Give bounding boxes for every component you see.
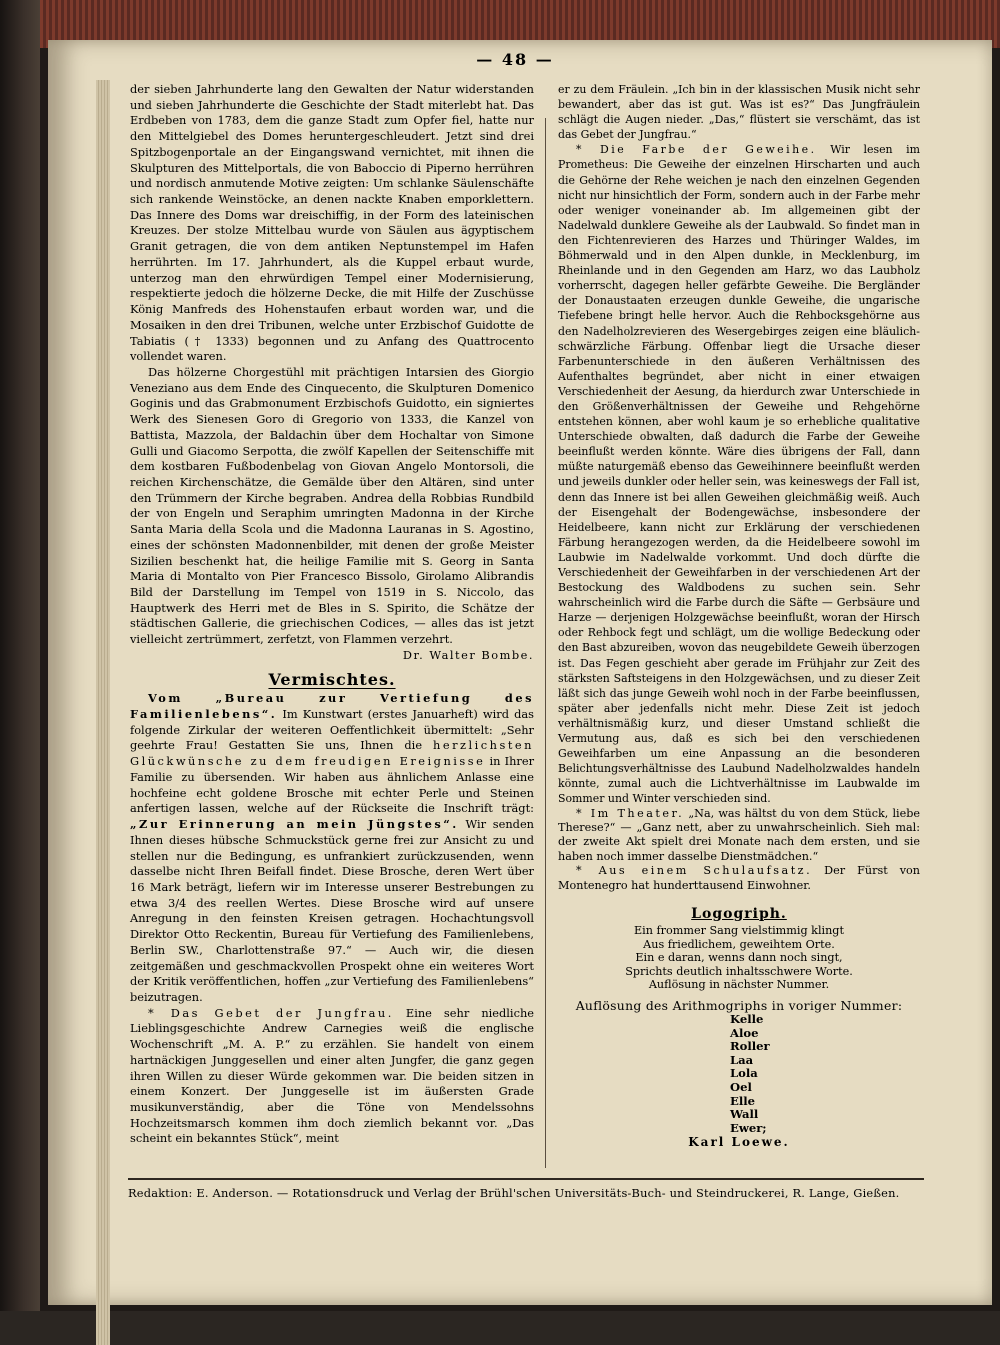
poem-line: Auflösung in nächster Nummer. xyxy=(648,978,830,992)
logogriph-title: Logogriph. xyxy=(691,905,787,922)
poem-line: Sprichts deutlich inhaltsschwere Worte. xyxy=(625,964,853,978)
answer-word: Kelle xyxy=(730,1012,764,1027)
item-title: * Das Gebet der Jungfrau. xyxy=(148,1005,394,1020)
answer-word: Elle xyxy=(730,1093,756,1108)
item-text: Wir lesen im Prometheus: Die Geweihe der einzelnen Hirscharten und auch die Gehörne der Rehe weichen je nach den einzelnen Gegenden nicht nur hinsichtlich der Form, sondern auch in der Farbe mehr oder weniger voneinander ab. Im allgemeinen gibt der Nadelwald dunklere Geweihe als der Laubwald. So findet man in den Fichtenrevieren des Harzes und Thüringer Waldes, im Böhmerwald und in den Alpen dunkle, in Mecklenburg, im Rheinlande und in den Gegenden am Harz, wo das Laubholz vorherrscht, dagegen heller gefärbte Geweihe. Die Bergländer der Donaustaaten erzeugen dunkle Geweihe, die ungarische Tiefebene bringt helle hervor. Auch die Rehbocksgehörne aus den Nadelholzrevieren des Wesergebirges zeigen eine bläulich-schwärzliche Färbung. Offenbar liegt die Ursache dieser Farbenunterschiede in den äußeren Verhältnissen des Aufenthaltes begründet, aber nicht in einer etwaigen Verschiedenheit der Aesung, da hierdurch zwar Unterschiede in den Größenverhältnissen der Geweihe und Rehgehörne entstehen können, aber wohl kaum je so erhebliche qualitative Unterschiede obwalten, daß dadurch die Farbe der Geweihe beeinflußt werden könnte. Wäre dies übrigens der Fall, dann müßte naturgemäß ebenso das Geweihinnere beeinflußt werden und jeweils dunkler oder heller sein, was keineswegs der Fall ist, denn das Innere ist bei allen Geweihen gleichmäßig weiß. Auch der Eisengehalt der Bodengewächse, insbesondere der Heidelbeere, kann nicht zur Erklärung der verschiedenen Färbung herangezogen werden, da die Heidelbeere sowohl im Laubwie im Nadelwalde vorkommt. Und doch dürfte die Verschiedenheit der Geweihfarben in der verschiedenen Art der Bestockung des Waldbodens zu suchen sein. Sehr wahrscheinlich wird die Farbe durch die Säfte — Gerbsäure und Harze — derjenigen Holzgewächse beeinflußt, woran der Hirsch oder Rehbock fegt und schlägt, um die wollige Bedeckung oder den Bast abzureiben, wovon das neugebildete Geweih überzogen ist. Das Fegen geschieht aber gerade im Frühjahr zur Zeit des stärksten Saftsteigens in den Holzgewächsen, und zu dieser Zeit läßt sich das junge Geweih wohl noch in der Farbe beeinflussen, später aber jedenfalls nicht mehr. Diese Zeit ist jedoch verhältnismäßig kurz, und dieser Umstand schließt die Vermutung aus, daß es sich bei den verschiedenen Geweihfarben um eine Anpassung an die besonderen Belichtungsverhältnisse des Laubund Nadelholzwaldes handeln könnte, zumal auch die Lichtverhältnisse im Laubwalde im Sommer und Winter verschieden sind. xyxy=(558,143,920,806)
column-divider xyxy=(545,118,546,1168)
poem-line: Ein frommer Sang vielstimmig klingt xyxy=(634,924,844,938)
item-spaced-text: „Zur Erinnerung an mein Jüngstes“. xyxy=(130,817,459,832)
news-item-theater xyxy=(558,807,920,865)
news-item-schulaufsatz xyxy=(558,864,920,893)
answer-word: Laa xyxy=(730,1052,754,1067)
section-heading: Vermischtes. xyxy=(268,669,396,689)
poem-line: Ein e daran, wenns dann noch singt, xyxy=(635,951,843,965)
left-column xyxy=(130,82,534,1147)
item-text: Im Kunstwart (erstes Januarheft) wird das folgende Zirkular der weiteren Oeffentlichkeit übermittelt: „Sehr geehrte Frau! Gestatten Sie uns, Ihnen die xyxy=(130,707,534,753)
answer-word: Aloe xyxy=(730,1025,759,1040)
item-spaced-text: herzlichsten Glückwünsche zu dem freudigen Ereignisse xyxy=(130,738,534,769)
news-item-geweihe xyxy=(558,142,920,806)
item-text: Der Fürst von Montenegro hat hunderttausend Einwohner. xyxy=(558,864,920,892)
logogriph-poem xyxy=(558,924,920,992)
answer-word: Lola xyxy=(730,1066,758,1081)
item-text: Wir senden Ihnen dieses hübsche Schmuckstück gerne frei zur Ansicht zu und stellen nur die Bedingung, es unfrankiert zurückzusenden, wenn dasselbe nicht Ihren Beifall findet. Diese Brosche, deren Wert über 16 Mark beträgt, liefern wir im Interesse unserer Bestrebungen zu etwa 3/4 des reellen Wertes. Diese Brosche wird auf unsere Anregung in den feinsten Kreisen getragen. Hochachtungsvoll Direktor Otto Reckentin, Bureau für Vertiefung des Familienlebens, Berlin SW., Charlottenstraße 97.“ — Auch wir, die diesen zeitgemäßen und geschmackvollen Prospekt ohne ein weiteres Wort der Kritik veröffentlichen, hoffen „zur Vertiefung des Familienlebens“ beizutragen. xyxy=(130,817,534,1004)
right-column xyxy=(558,82,920,1151)
item-title: * Aus einem Schulaufsatz. xyxy=(576,864,813,878)
news-item-gebet xyxy=(130,1006,534,1147)
arithmogriph-answers xyxy=(730,1013,920,1135)
answer-word: Wall xyxy=(730,1107,759,1122)
arithmogriph-heading: Auflösung des Arithmogriphs in voriger Nummer: xyxy=(575,998,903,1013)
item-continued: er zu dem Fräulein. „Ich bin in der klassischen Musik nicht sehr bewandert, aber das ist gut. Was ist es?“ Das Jungfräulein schlägt die Augen nieder. „Das,“ flüstert sie verschämt, das ist das Gebet der Jungfrau.“ xyxy=(558,83,920,142)
footer-rule xyxy=(128,1178,924,1180)
answer-word: Oel xyxy=(730,1080,752,1095)
page-number: — 48 — xyxy=(476,50,554,69)
item-text: in Ihrer Familie zu übersenden. Wir haben aus ähnlichem Anlasse eine hochfeine echt goldene Brosche mit echter Perle und Steinen anfertigen lassen, welche auf der Rückseite die Inschrift trägt: xyxy=(130,754,535,816)
item-text: „Na, was hältst du von dem Stück, liebe Therese?“ — „Ganz nett, aber zu unwahrscheinlich. Sieh mal: der zweite Akt spielt drei Monate nach dem ersten, und sie haben noch immer dasselbe Dienstmädchen.“ xyxy=(558,806,921,863)
answer-word: Ewer; xyxy=(730,1120,767,1135)
article-paragraph: Das hölzerne Chorgestühl mit prächtigen Intarsien des Giorgio Veneziano aus dem Ende des Cinquecento, die Skulpturen Domenico Goginis und das Grabmonument Erzbischofs Guidotto, ein signiertes Werk des Sienesen Goro di Gregorio von 1333, die Kanzel von Battista, Mazzola, der Baldachin über dem Hochaltar von Simone Gulli und Giacomo Serpotta, die zwölf Kapellen der Seitenschiffe mit dem kostbaren Fußbodenbelag von Giovan Angelo Montorsoli, die reichen Kirchenschätze, die Gemälde über den Altären, sind unter den Trümmern der Kirche begraben. Andrea della Robbias Rundbild der von Engeln und Seraphim umringten Madonna in der Kirche Santa Maria della Scola und die Madonna Lauranas in S. Agostino, eines der schönsten Madonnenbilder, mit denen der große Meister Sizilien beschenkt hat, die heilige Familie mit S. Georg in Santa Maria di Montalto von Pier Francesco Bissolo, Girolamo Alibrandis Bild der Darstellung im Tempel von 1519 in S. Niccolo, das Hauptwerk des Herri met de Bles in S. Spirito, die Schätze der städtischen Gallerie, die griechischen Codices, — alles das ist jetzt vielleicht zertrümmert, zerfetzt, von Flammen verzehrt. xyxy=(130,364,534,647)
page-stack-edge xyxy=(96,80,110,1345)
imprint-footer: Redaktion: E. Anderson. — Rotationsdruck und Verlag der Brühl'schen Universitäts-Buch- und Steindruckerei, R. Lange, Gießen. xyxy=(128,1186,900,1200)
poem-line: Aus friedlichem, geweihtem Orte. xyxy=(643,937,835,951)
item-title: * Im Theater. xyxy=(576,806,685,820)
answer-word: Roller xyxy=(730,1039,770,1054)
article-paragraph: der sieben Jahrhunderte lang den Gewalten der Natur widerstanden und sieben Jahrhunderte die Geschichte der Stadt miterlebt hat. Das Erdbeben von 1783, dem die ganze Stadt zum Opfer fiel, hatte nur den Mittelgiebel des Domes heruntergeschleudert. Jetzt sind drei Spitzbogenportale an der Eingangswand vernichtet, mit ihnen die Skulpturen des Mittelportals, die von Baboccio di Piperno herrühren und nordisch anmutende Motive zeigten: Um schlanke Säulenschäfte sich rankende Weinstöcke, an denen nackte Knaben emporklettern. Das Innere des Doms war dreischiffig, in der Form des lateinischen Kreuzes. Der stolze Mittelbau wurde von Säulen aus ägyptischem Granit getragen, die von dem antiken Neptunstempel im Hafen herrührten. Im 17. Jahrhundert, als die Kuppel erbaut wurde, unterzog man den ehrwürdigen Tempel einer Modernisierung, respektierte jedoch die hölzerne Decke, die mit Hilfe der Zuschüsse König Manfreds des Hohenstaufen erbaut worden war, und die Mosaiken in den drei Tribunen, welche unter Erzbischof Guidotte de Tabiatis († 1333) begonnen und zu Anfang des Quattrocento vollendet waren. xyxy=(130,82,534,364)
book-binding xyxy=(0,0,40,1311)
item-title: Vom „Bureau zur Vertiefung des Familienlebens“. xyxy=(130,691,534,722)
item-text: Eine sehr niedliche Lieblingsgeschichte Andrew Carnegies weiß die englische Wochenschrift „M. A. P.“ zu erzählen. Sie handelt von einem hartnäckigen Junggesellen und einer alten Jungfer, die ganz gegen ihren Willen zu dieser Würde gekommen war. Die beiden sitzen in einem Konzert. Der Junggeselle ist im äußersten Grade musikunverständig, aber die Töne von Mendelssohns Hochzeitsmarsch kommen ihm doch ziemlich bekannt vor. „Das scheint ein bekanntes Stück“, meint xyxy=(130,1005,534,1146)
item-title: * Die Farbe der Geweihe. xyxy=(576,143,817,157)
arithmogriph-signature: Karl Loewe. xyxy=(688,1135,790,1150)
news-item-bureau xyxy=(130,691,534,1005)
article-signature: Dr. Walter Bombe. xyxy=(402,647,534,662)
